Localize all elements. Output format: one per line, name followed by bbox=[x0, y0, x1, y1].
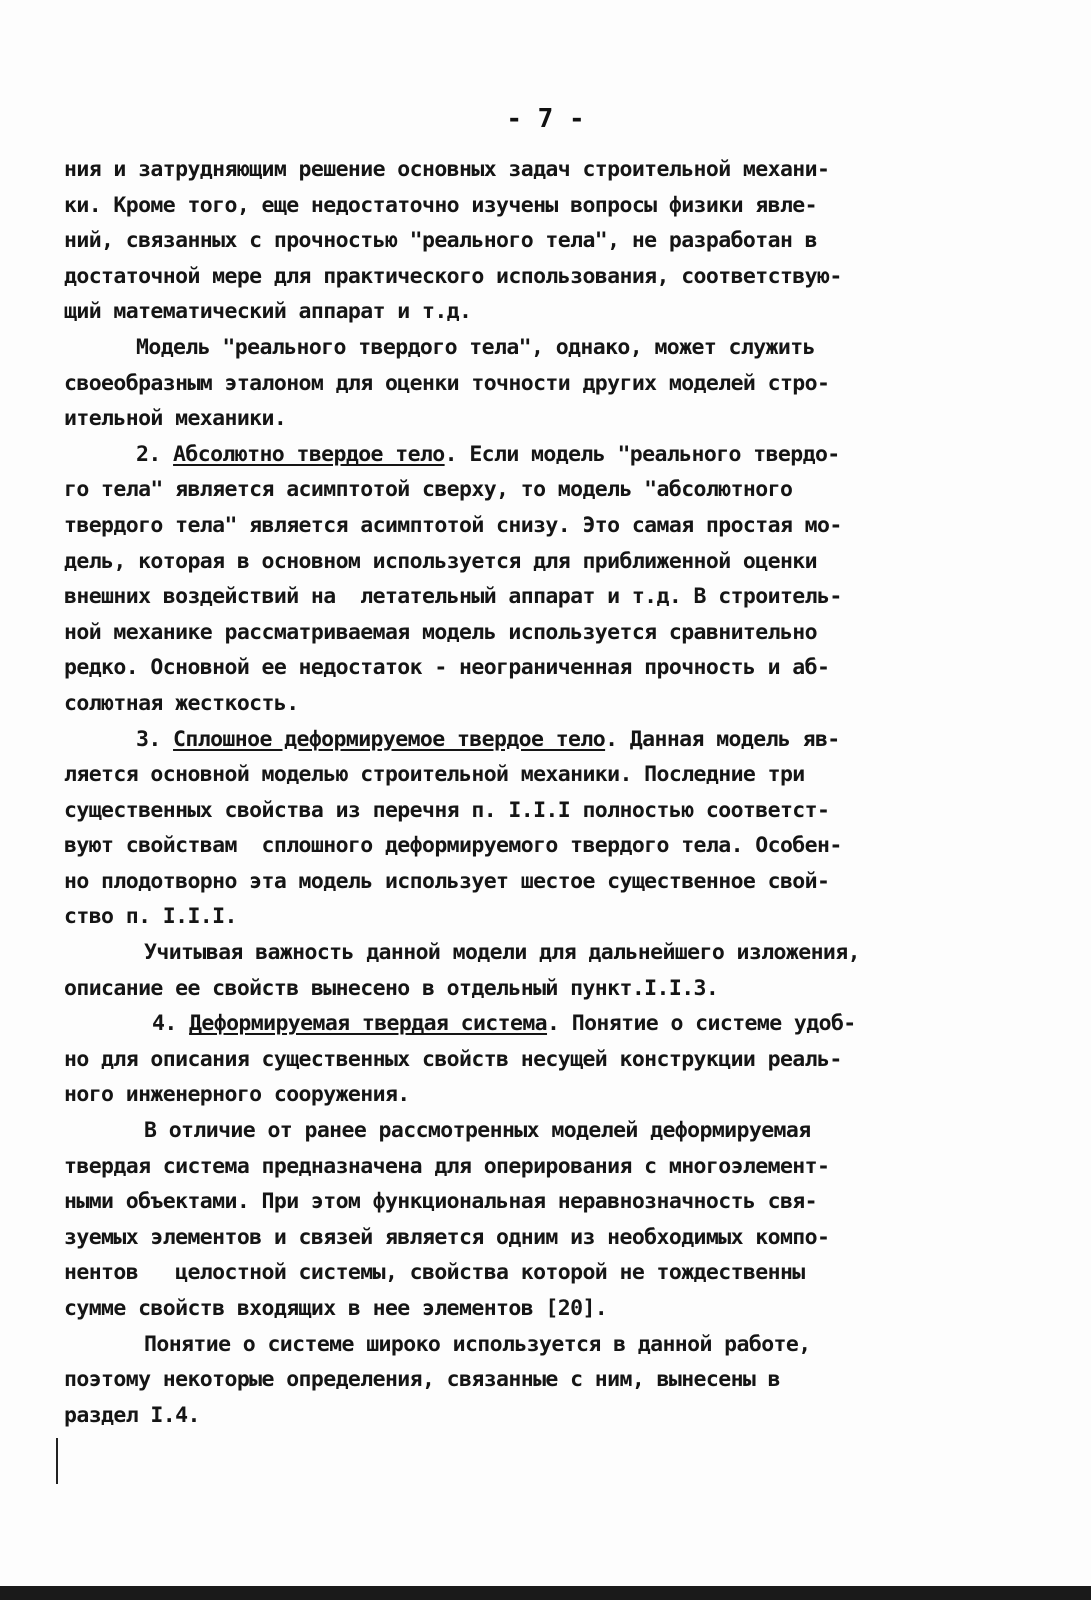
text-span: . Если модель "реального твердо- bbox=[444, 441, 840, 467]
text-span: дель, которая в основном используется для приближенной оценки bbox=[64, 548, 817, 574]
text-span: нентов целостной системы, свойства которой не тождественны bbox=[64, 1260, 805, 1286]
text-span: 2. bbox=[136, 441, 174, 467]
text-span: . Данная модель яв- bbox=[605, 726, 840, 752]
underlined-term: Абсолютно твердое тело bbox=[173, 441, 445, 467]
text-span: зуемых элементов и связей является одним из необходимых компо- bbox=[64, 1224, 830, 1250]
text-line bbox=[64, 508, 1064, 544]
body-text bbox=[64, 152, 1064, 1433]
text-span: но плодотворно эта модель использует шестое существенное свой- bbox=[64, 868, 830, 894]
text-line bbox=[64, 971, 1064, 1007]
text-line bbox=[64, 757, 1064, 793]
text-span: ки. Кроме того, еще недостаточно изучены вопросы физики явле- bbox=[64, 192, 817, 218]
text-line bbox=[64, 686, 1064, 722]
text-line bbox=[64, 1291, 1064, 1327]
underlined-term: Деформируемая твердая система bbox=[189, 1011, 548, 1037]
text-line bbox=[64, 793, 1064, 829]
text-line bbox=[64, 294, 1064, 330]
text-line bbox=[64, 544, 1064, 580]
text-line bbox=[64, 1362, 1064, 1398]
text-span: но для описания существенных свойств несущей конструкции реаль- bbox=[64, 1046, 842, 1072]
text-span: вуют свойствам сплошного деформируемого твердого тела. Особен- bbox=[64, 833, 842, 859]
text-line bbox=[64, 188, 1064, 224]
text-span: ство п. I.I.I. bbox=[64, 904, 237, 930]
text-span: ний, связанных с прочностью "реального тела", не разработан в bbox=[64, 228, 817, 254]
text-span: ительной механики. bbox=[64, 406, 287, 432]
scan-bottom-edge bbox=[0, 1586, 1091, 1600]
text-line bbox=[64, 650, 1064, 686]
text-span: В отличие от ранее рассмотренных моделей деформируемая bbox=[144, 1118, 811, 1144]
text-line bbox=[64, 152, 1064, 188]
text-line bbox=[64, 1077, 1064, 1113]
text-line bbox=[64, 1006, 1064, 1042]
text-span: . Понятие о системе удоб- bbox=[547, 1011, 856, 1037]
text-line bbox=[64, 1113, 1064, 1149]
text-span: своеобразным эталоном для оценки точности других моделей стро- bbox=[64, 370, 830, 396]
text-span: редко. Основной ее недостаток - неограниченная прочность и аб- bbox=[64, 655, 830, 681]
text-span: Понятие о системе широко используется в данной работе, bbox=[144, 1331, 811, 1357]
text-span: ляется основной моделью строительной механики. Последние три bbox=[64, 762, 805, 788]
text-line bbox=[64, 259, 1064, 295]
text-span: ния и затрудняющим решение основных задач строительной механи- bbox=[64, 157, 830, 182]
page-number: - 7 - bbox=[506, 104, 585, 134]
text-span: твердая система предназначена для оперирования с многоэлемент- bbox=[64, 1153, 830, 1179]
text-span: солютная жесткость. bbox=[64, 690, 299, 716]
text-line bbox=[64, 401, 1064, 437]
text-line bbox=[64, 1220, 1064, 1256]
text-line bbox=[64, 899, 1064, 935]
text-span: 3. bbox=[136, 726, 174, 752]
text-span: ными объектами. При этом функциональная неравнозначность свя- bbox=[64, 1189, 817, 1215]
text-line bbox=[64, 1149, 1064, 1185]
text-span: твердого тела" является асимптотой снизу. Это самая простая мо- bbox=[64, 512, 842, 538]
text-span: ной механике рассматриваемая модель используется сравнительно bbox=[64, 619, 817, 645]
text-line bbox=[64, 1184, 1064, 1220]
text-line bbox=[64, 828, 1064, 864]
text-span: внешних воздействий на летательный аппарат и т.д. В строитель- bbox=[64, 584, 842, 610]
text-span: существенных свойства из перечня п. I.I.I полностью соответст- bbox=[64, 797, 830, 823]
text-span: го тела" является асимптотой сверху, то модель "абсолютного bbox=[64, 477, 793, 503]
text-span: достаточной мере для практического использования, соответствую- bbox=[64, 263, 842, 289]
text-line bbox=[64, 223, 1064, 259]
text-span: 4. bbox=[152, 1011, 190, 1037]
text-span: раздел I.4. bbox=[64, 1402, 200, 1428]
text-line bbox=[64, 579, 1064, 615]
text-line bbox=[64, 437, 1064, 473]
text-span: щий математический аппарат и т.д. bbox=[64, 299, 472, 325]
text-line bbox=[64, 472, 1064, 508]
text-span: Модель "реального твердого тела", однако, может служить bbox=[136, 334, 815, 360]
text-span: сумме свойств входящих в нее элементов [20]. bbox=[64, 1296, 608, 1321]
margin-mark bbox=[56, 1438, 58, 1484]
text-span: описание ее свойств вынесено в отдельный пункт.I.I.3. bbox=[64, 975, 719, 1001]
text-line bbox=[64, 722, 1064, 758]
text-line bbox=[64, 366, 1064, 402]
text-line bbox=[64, 1398, 1064, 1434]
text-line bbox=[64, 330, 1064, 366]
text-line bbox=[64, 1042, 1064, 1078]
text-line bbox=[64, 1255, 1064, 1291]
text-span: Учитывая важность данной модели для дальнейшего изложения, bbox=[144, 940, 860, 966]
text-line bbox=[64, 935, 1064, 971]
text-span: поэтому некоторые определения, связанные с ним, вынесены в bbox=[64, 1367, 780, 1393]
text-line bbox=[64, 615, 1064, 651]
text-span: ного инженерного сооружения. bbox=[64, 1082, 410, 1108]
underlined-term: Сплошное деформируемое твердое тело bbox=[173, 726, 606, 752]
text-line bbox=[64, 864, 1064, 900]
text-line bbox=[64, 1327, 1064, 1363]
